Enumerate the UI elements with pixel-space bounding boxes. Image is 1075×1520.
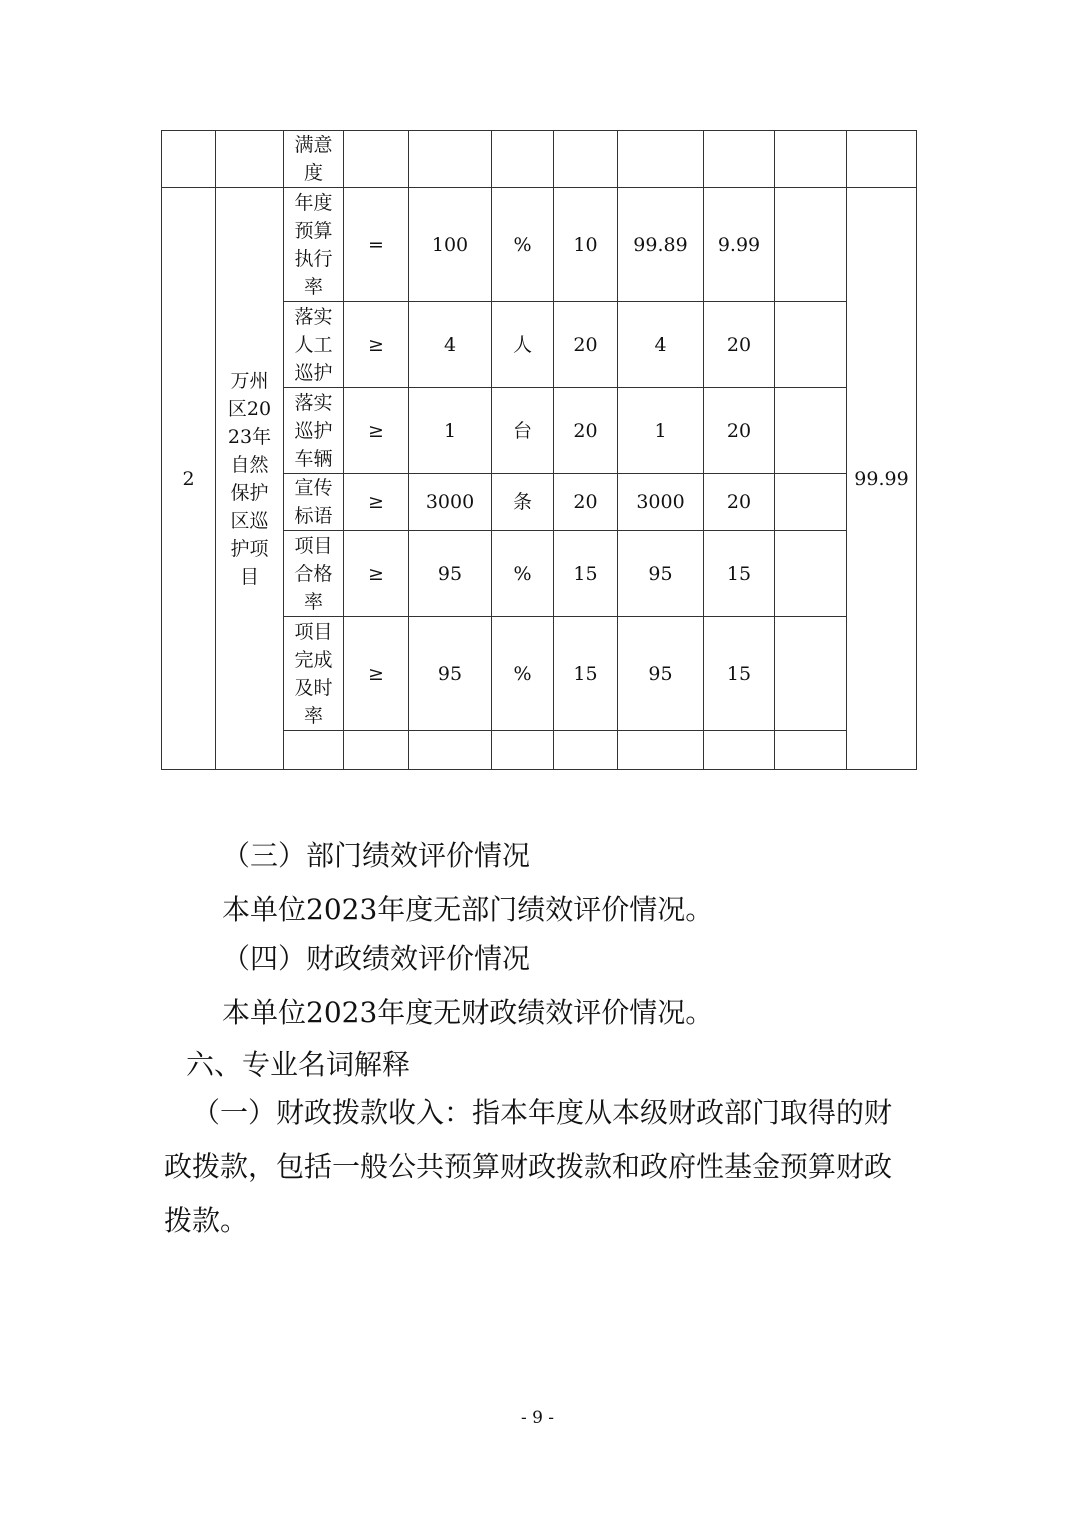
unit-cell: % [492, 188, 554, 302]
section-heading-3: （三）部门绩效评价情况 [222, 839, 531, 872]
section-heading-6: 六、专业名词解释 [186, 1048, 411, 1081]
target-cell: 100 [409, 188, 492, 302]
indicator-cell: 落实人工巡护 [294, 305, 333, 384]
target-cell: 3000 [409, 474, 492, 531]
unit-cell: % [492, 531, 554, 617]
actual-cell: 4 [618, 302, 704, 388]
score-cell: 15 [704, 531, 775, 617]
note-cell [775, 617, 847, 731]
indicator-cell: 项目完成及时率 [294, 620, 333, 727]
score-cell: 20 [704, 388, 775, 474]
note-cell [775, 531, 847, 617]
project-name-cell: 万州区2023年自然保护区巡护项目 [227, 369, 272, 588]
target-cell: 95 [409, 531, 492, 617]
unit-cell: % [492, 617, 554, 731]
actual-cell: 3000 [618, 474, 704, 531]
score-cell: 20 [704, 474, 775, 531]
operator-cell: ≥ [344, 617, 409, 731]
actual-cell: 95 [618, 617, 704, 731]
unit-cell: 台 [492, 388, 554, 474]
note-cell [775, 188, 847, 302]
indicator-cell: 落实巡护车辆 [294, 391, 333, 470]
section-body-3: 本单位2023年度无部门绩效评价情况。 [222, 893, 714, 926]
definition-body: ：指本年度从本级财政部门取得的财政拨款，包括一般公共预算财政拨款和政府性基金预算财政拨款。 [164, 1096, 893, 1237]
operator-cell: ≥ [344, 474, 409, 531]
operator-cell: ≥ [344, 388, 409, 474]
indicator-cell: 满意度 [294, 134, 333, 184]
note-cell [775, 302, 847, 388]
definition-paragraph [164, 1086, 916, 1248]
actual-cell: 95 [618, 531, 704, 617]
indicator-cell: 年度预算执行率 [294, 191, 333, 298]
actual-cell: 1 [618, 388, 704, 474]
project-index-cell: 2 [162, 188, 216, 770]
indicator-cell: 项目合格率 [294, 534, 333, 613]
note-cell [775, 474, 847, 531]
target-cell: 1 [409, 388, 492, 474]
unit-cell: 人 [492, 302, 554, 388]
score-cell: 9.99 [704, 188, 775, 302]
target-cell: 4 [409, 302, 492, 388]
unit-cell: 条 [492, 474, 554, 531]
note-cell [775, 388, 847, 474]
actual-cell: 99.89 [618, 188, 704, 302]
target-cell: 95 [409, 617, 492, 731]
indicator-cell: 宣传标语 [294, 477, 333, 527]
section-heading-4: （四）财政绩效评价情况 [222, 942, 531, 975]
page-number: - 9 - [520, 1408, 555, 1428]
weight-cell: 15 [554, 617, 618, 731]
weight-cell: 20 [554, 302, 618, 388]
weight-cell: 10 [554, 188, 618, 302]
table-row [162, 188, 917, 302]
weight-cell: 20 [554, 474, 618, 531]
score-cell: 20 [704, 302, 775, 388]
operator-cell: = [344, 188, 409, 302]
weight-cell: 15 [554, 531, 618, 617]
performance-table [161, 130, 917, 770]
table-row-satisfaction [162, 131, 917, 188]
section-body-4: 本单位2023年度无财政绩效评价情况。 [222, 996, 714, 1029]
operator-cell: ≥ [344, 302, 409, 388]
score-cell: 15 [704, 617, 775, 731]
project-score-cell: 99.99 [847, 188, 917, 770]
weight-cell: 20 [554, 388, 618, 474]
operator-cell: ≥ [344, 531, 409, 617]
definition-term: （一）财政拨款收入 [192, 1096, 445, 1129]
